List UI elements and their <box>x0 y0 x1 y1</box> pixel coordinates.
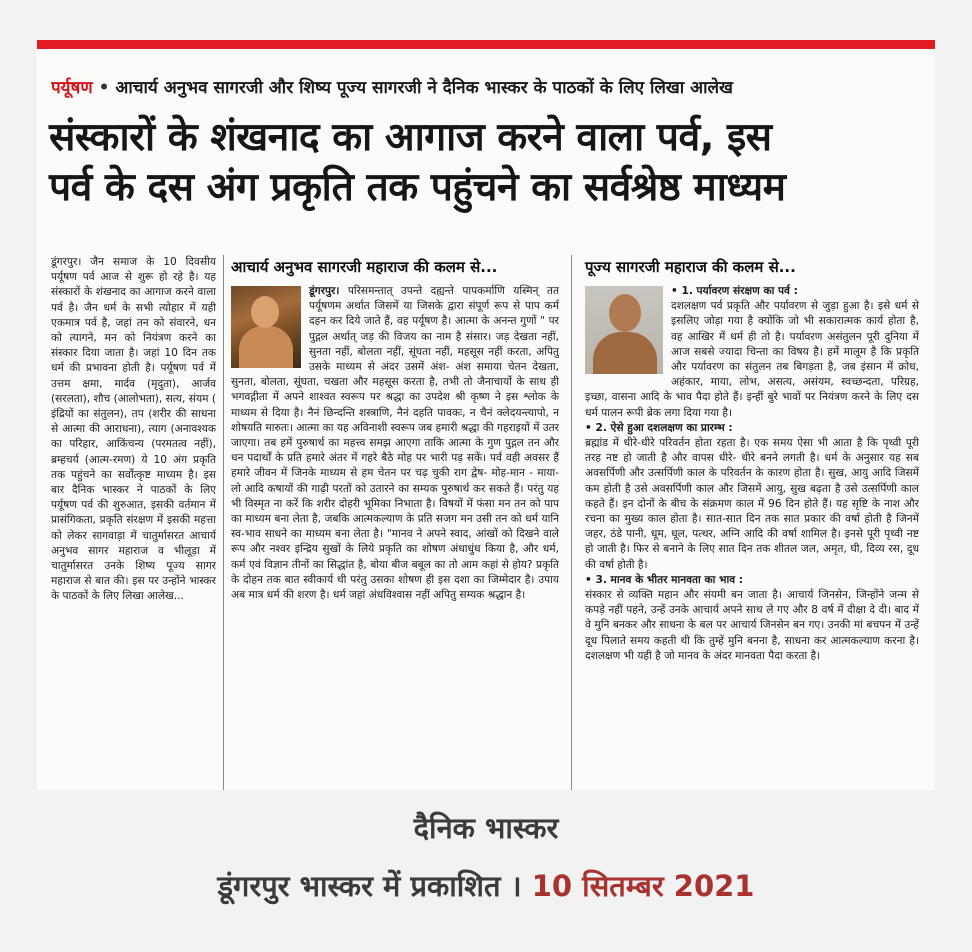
newspaper-clipping <box>37 40 935 790</box>
acharya-portrait-image <box>231 286 301 368</box>
pujya-column <box>585 284 919 790</box>
section1-text: दशलक्षण पर्व प्रकृति और पर्यावरण से जुड़ा हुआ है। इसे धर्म से इसलिए जोड़ा गया है क्योंकि जो भी सकारात्मक कार्य होता है, वह आखिर में धर्म ही तो है। पर्यावरण असंतुलन पूरी दुनिया में आज सबसे ज्यादा चिन्ता का विषय है। हमें मालूम है कि प्रकृति और पर्यावरण का संतुलन तब बिगड़ता है, जब इंसान में क्रोध, अहंकार, माया, लोभ, असत्य, असंयम, स्वच्छन्दता, परिग्रह, इच्छा, वासना आदि के भाव पैदा होते हैं। इन्हीं बुरे भावों पर नियंत्रण करने के लिए दस धर्म पालन रूपी ब्रेक लगा दिया गया है। <box>585 300 919 419</box>
section3-text: संस्कार से व्यक्ति महान और संयमी बन जाता है। आचार्य जिनसेन, जिन्होंने जन्म से कपड़े नहीं पहने, उन्हें उनके आचार्य अपने साथ ले गए और 8 वर्ष में दीक्षा दे दी। बाद में वे मुनि बनकर और साधना के बल पर आचार्य जिनसेन बन गए। उनकी मां बचपन में उन्हें दूध पिलाते समय कहती थी कि तुम्हें मुनि बनना है, साधना कर आत्मकल्याण करना है। दशलक्षण भी यही है जो मानव के अंदर मानवता पैदा करता है। <box>585 589 919 662</box>
dateline: डूंगरपुर। <box>309 285 340 297</box>
section3-title: • 3. मानव के भीतर मानवता का भाव : <box>585 573 744 586</box>
kicker-text: आचार्य अनुभव सागरजी और शिष्य पूज्य सागरजी ने दैनिक भास्कर के पाठकों के लिए लिखा आलेख <box>115 78 733 98</box>
section1-title: • 1. पर्यावरण संरक्षण का पर्व : <box>671 285 798 297</box>
section2-title: • 2. ऐसे हुआ दशलक्षण का प्रारम्भ : <box>585 421 733 434</box>
kicker-tag: पर्यूषण <box>51 78 93 98</box>
pujya-portrait-image <box>585 286 663 374</box>
acharya-article-text: परिसमन्तात् उपन्ते दह्यन्ते पापकर्माणि यस्मिन् तत पर्यूषणम अर्थात जिसमें या जिसके द्वारा संपूर्ण रूप से पाप कर्म दहन कर दिये जाते हैं, वह पर्यूषण है। आत्मा के अनन्त गुणों " पर पुद्गल अर्थात् जड़ की विजय का नाम है संसार। जड़ देखता नहीं, सुनता नहीं, बोलता नहीं, सूंघता नहीं, महसूस नहीं करता, अपितु उसके माध्यम से अंदर उसमें अंश- अंश समाया चेतन देखता, सुनता, बोलता, सूंघता, चखता और महसूस करता है, तभी तो जैनाचार्यो के साथ ही भगवद्गीता में अपने शाश्वत स्वरूप पर श्रद्धा का उपदेश श्री कृष्ण ने इस श्लोक के माध्यम से दिया है। नैनं छिन्दन्ति शस्त्राणि, नैनं दहति पावकः, न चैनं क्लेदयन्त्यापो, न शोषयति मारुतः। आत्मा का यह अविनाशी स्वरूप जब हमारी श्रद्धा की गहराइयों में उतर जाएगा। तब हमें पुरुषार्थ का महत्त्व समझ आएगा ताकि आत्मा के गुण पुद्गल तन और धन पदार्थों के प्रति हमारे अंतर में गहरे बैठे मोह पर भारी पड़ सकें। पर्व वही अवसर हैं हमारे जीवन में जिनके माध्यम से हम चेतन पर चढ़ चुकी राग द्वेष- मोह-मान - माया- लो आदि कषायों की गाढ़ी परतों को उतारने का सम्यक पुरुषार्थ कर सकते हैं। परंतु यह भी विस्मृत ना करें कि शरीर दोहरी भूमिका निभाता है। विषयों में फंसा मन तन को पाप का माध्यम बना लेता है, जबकि आत्मकल्याण के प्रति सजग मन उसी तन को धर्म यानि स्व-भाव साधने का माध्यम बना लेता है। "मानव ने अपने स्वाद, आंखों को दिखने वाले रूप और नश्वर इन्द्रिय सुखों के लिये प्रकृति का शोषण अंधाधुंध किया है, और धर्म, कर्म एवं विज्ञान तीनों का सिद्धांत है, बोया बीज बबूल का तो आम कहां से होय? प्रकृति के दोहन तक बात स्वीकार्य थी परंतु उसका शोषण ही इस दशा का जिम्मेदार है। उपाय अब मात्र धर्म की शरण है। धर्म जहां अंधविश्वास नहीं अपितु सम्यक श्रद्धान है। <box>231 285 559 602</box>
kicker-bullet: • <box>98 78 110 98</box>
kicker-line <box>51 75 921 98</box>
acharya-column <box>231 284 559 789</box>
headline <box>49 113 923 213</box>
intro-column <box>51 255 216 790</box>
column-divider-1 <box>223 255 224 790</box>
intro-text: डूंगरपुर। जैन समाज के 10 दिवसीय पर्यूषण पर्व आज से शुरू हो रहे है। यह संस्कारों के शंखनाद का आगाज करने वाला पर्व है। जैन धर्म के सभी त्योहार में यही एकमात्र पर्व है, जहां तन को संवारने, धन को त्यागने, मन को नियंत्रण करने का संस्कार दिया जाता है। जहां 10 दिन तक धर्म की प्रभावना होती है। पर्यूषण पर्व में उत्तम क्षमा, मार्दव (मृदुता), आर्जव (सरलता), शौच (आलोभता), सत्य, संयम ( इंद्रियों का संतुलन), तप (शरीर की साधना से आत्मा की आराधना), त्याग (अनावश्यक का परिहार, आकिंचन्य (परमतत्व नहीं), ब्रम्हचर्य (आत्म-रमण) ये 10 अंग प्रकृति तक पहुंचने का सर्वोत्कृष्ट माध्यम है। इस बार दैनिक भास्कर ने पाठकों के लिए पर्यूषण पर्व की शुरुआत, इसकी वर्तमान में प्रासंगिकता, प्रकृति संरक्षण में इसकी महत्ता को लेकर सागवाड़ा में चातुर्मासरत आचार्य अनुभव सागर महाराज व भीलूड़ा में चातुर्मासरत उनके शिष्य पूज्य सागर महाराज से बात की। इस पर उन्होंने भास्कर के पाठकों के लिए लिखा आलेख... <box>51 256 216 603</box>
column2-heading: आचार्य अनुभव सागरजी महाराज की कलम से... <box>231 258 498 276</box>
section2-text: ब्रह्मांड में धीरे-धीरे परिवर्तन होता रहता है। एक समय ऐसा भी आता है कि पृथ्वी पूरी तरह नष्ट हो जाती है और वापस धीरे- धीरे बनने लगती है। धर्म के अनुसार यह सब अवसर्पिणी और उत्सर्पिणी काल के परिवर्तन के कारण होता है। सुख, आयु आदि जिसमें कम होती है उसे अवसर्पिणी काल और जिसमें आयु, सुख बढ़ता है उसे उत्सर्पिणी काल कहते हैं। इन दोनों के बीच के संक्रमण काल में 96 दिन होते हैं। यह सृष्टि के नाश और रचना का मुख्य काल होता है। सात-सात दिन तक सात प्रकार की वर्षा होती है जिनमें जहर, ठंडे पानी, धूम, धूल, पत्थर, अग्नि आदि की वर्षा शामिल है। इनसे पूरी पृथ्वी नष्ट हो जाती है। फिर से बनाने के लिए सात दिन तक शीतल जल, अमृत, घी, दिव्य रस, दूध की वर्षा होती है। <box>585 437 919 571</box>
publication-credit <box>0 866 972 905</box>
column3-heading: पूज्य सागरजी महाराज की कलम से... <box>585 258 796 276</box>
publication-date: 10 सितम्बर 2021 <box>531 869 755 903</box>
publication-name: दैनिक भास्कर <box>413 811 559 845</box>
publication-edition: डूंगरपुर भास्कर में प्रकाशित । <box>217 869 522 903</box>
column-divider-2 <box>571 255 572 790</box>
headline-line-2: पर्व के दस अंग प्रकृति तक पहुंचने का सर्वश्रेष्ठ माध्यम <box>49 165 786 210</box>
headline-line-1: संस्कारों के शंखनाद का आगाज करने वाला पर्व, इस <box>49 115 772 160</box>
